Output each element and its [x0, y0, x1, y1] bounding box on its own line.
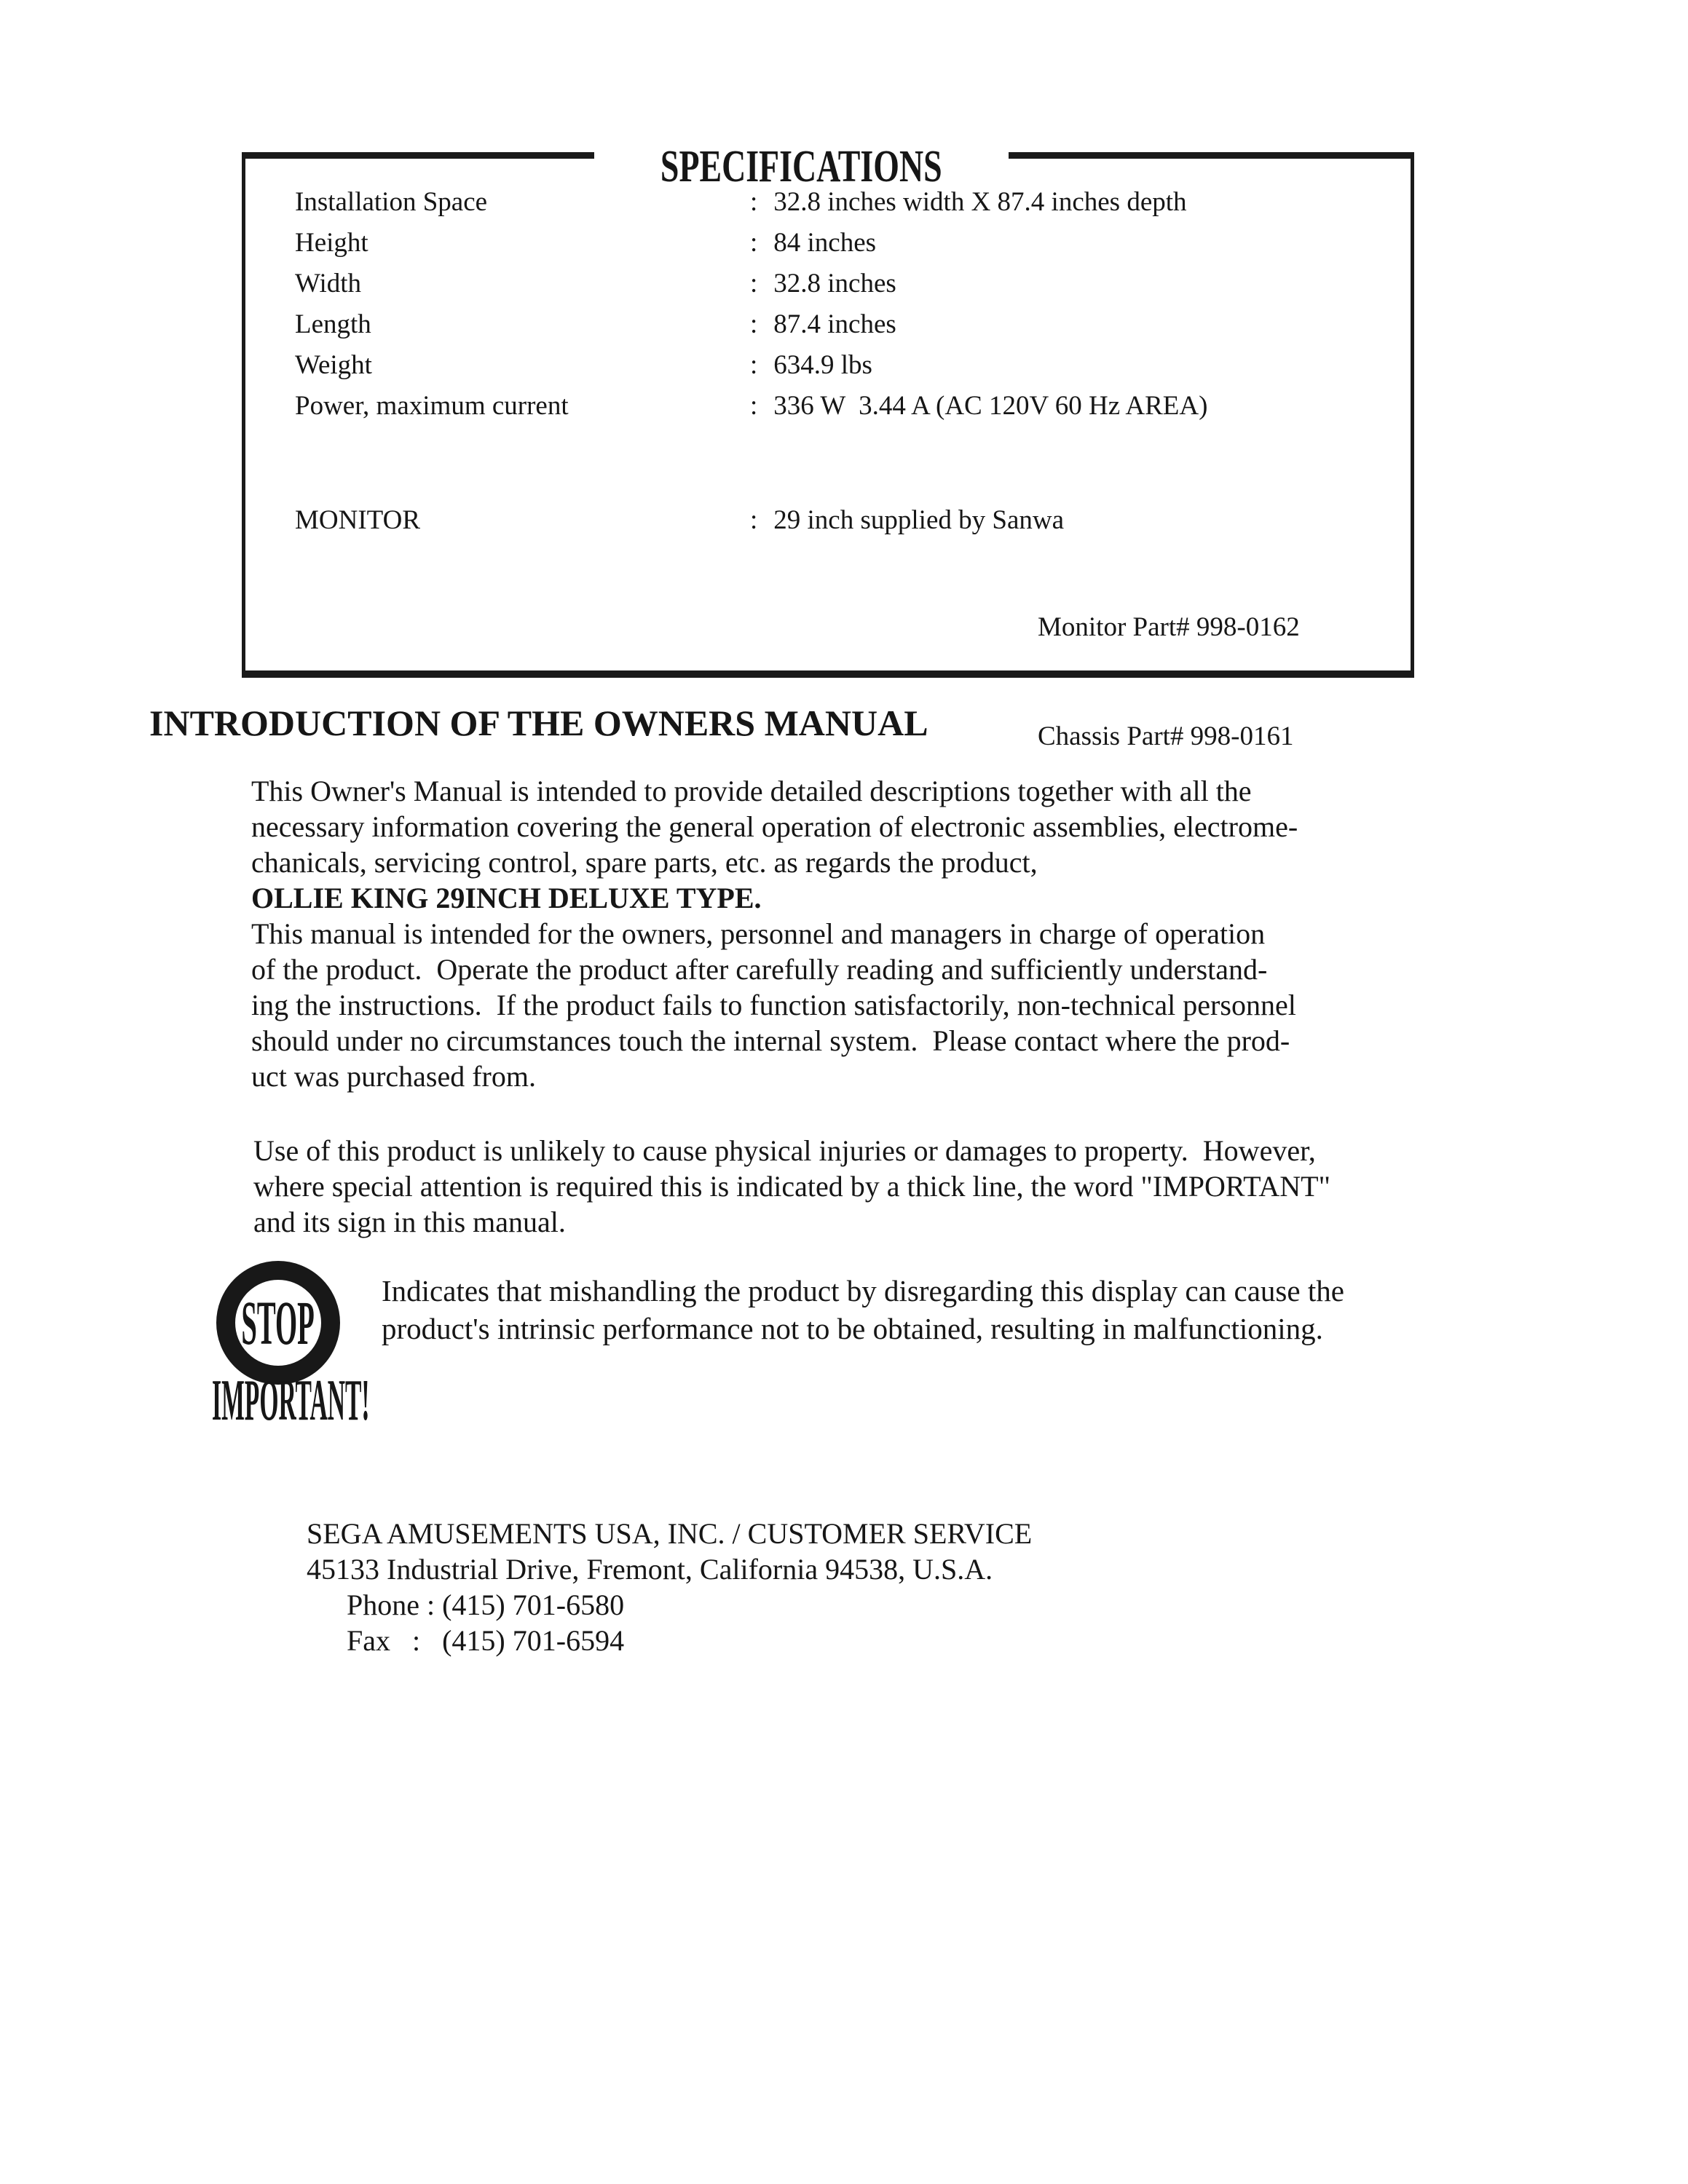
stop-icon-text: STOP [241, 1288, 315, 1358]
chassis-part-number: Chassis Part# 998-0161 [1038, 721, 1294, 751]
spec-value: 336 W 3.44 A (AC 120V 60 Hz AREA) [773, 391, 1208, 421]
spec-row-installation-space [295, 182, 1207, 223]
spec-label: Width [295, 269, 362, 298]
note-line: product's intrinsic performance not to be obtained, resulting in malfunctioning. [382, 1312, 1323, 1345]
address-line: 45133 Industrial Drive, Fremont, California 94538, U.S.A. [307, 1553, 993, 1586]
spec-colon: : [750, 350, 758, 380]
spec-colon: : [750, 505, 758, 535]
caution-paragraph [253, 1133, 1448, 1240]
spec-value: 32.8 inches width X 87.4 inches depth [773, 187, 1187, 217]
spec-colon: : [750, 187, 758, 217]
spec-label: Height [295, 228, 368, 258]
spec-table [295, 182, 1207, 427]
fax-line: Fax : (415) 701-6594 [347, 1624, 625, 1657]
monitor-part-number: Monitor Part# 998-0162 [1038, 612, 1300, 642]
spec-row-weight [295, 345, 1207, 386]
paragraph-line: should under no circumstances touch the internal system. Please contact where the prod- [251, 1024, 1290, 1057]
paragraph-line: This Owner's Manual is intended to provide detailed descriptions together with all the [251, 775, 1252, 807]
spec-colon: : [750, 309, 758, 339]
spec-row-power [295, 386, 1207, 427]
paragraph-line: This manual is intended for the owners, personnel and managers in charge of operation [251, 917, 1266, 950]
paragraph-line: ing the instructions. If the product fails to function satisfactorily, non-technical personnel [251, 989, 1296, 1021]
spec-value: 87.4 inches [773, 309, 896, 339]
section-heading: INTRODUCTION OF THE OWNERS MANUAL [149, 703, 928, 743]
spec-box-top-rule-left [242, 152, 594, 159]
phone-line: Phone : (415) 701-6580 [347, 1588, 625, 1621]
spec-value: 634.9 lbs [773, 350, 872, 380]
paragraph-line: Use of this product is unlikely to cause physical injuries or damages to property. However, [253, 1134, 1316, 1167]
spec-label: Weight [295, 350, 372, 380]
paragraph-line: and its sign in this manual. [253, 1206, 566, 1238]
important-note-text [382, 1272, 1344, 1348]
spec-colon: : [750, 269, 758, 298]
spec-box-top-rule-right [1009, 152, 1414, 159]
spec-box-border-left [242, 152, 245, 677]
company-name-line: SEGA AMUSEMENTS USA, INC. / CUSTOMER SERVICE [307, 1517, 1033, 1550]
paragraph-line: chanicals, servicing control, spare parts, etc. as regards the product, [251, 846, 1038, 879]
intro-paragraphs [251, 773, 1446, 1094]
spec-label: MONITOR [295, 505, 420, 535]
spec-row-monitor [295, 500, 1064, 541]
spec-label: Power, maximum current [295, 391, 569, 421]
spec-colon: : [750, 228, 758, 258]
important-caption: IMPORTANT! [212, 1369, 370, 1433]
spec-label: Length [295, 309, 371, 339]
spec-value: 84 inches [773, 228, 877, 258]
note-line: Indicates that mishandling the product by disregarding this display can cause the [382, 1274, 1344, 1307]
spec-value: 32.8 inches [773, 269, 896, 298]
spec-label: Installation Space [295, 187, 488, 217]
product-name-line: OLLIE KING 29INCH DELUXE TYPE. [251, 882, 762, 914]
paragraph-line: where special attention is required this is indicated by a thick line, the word "IMPORTANT" [253, 1170, 1330, 1203]
paragraph-line: of the product. Operate the product after carefully reading and sufficiently understand- [251, 953, 1268, 986]
spec-row-height [295, 223, 1207, 264]
paragraph-line: necessary information covering the general operation of electronic assemblies, electrome- [251, 810, 1298, 843]
paragraph-line: uct was purchased from. [251, 1060, 536, 1093]
spec-box-border-right [1411, 152, 1414, 677]
spec-value: 29 inch supplied by Sanwa [773, 505, 1065, 535]
spec-colon: : [750, 391, 758, 421]
customer-service-contact [307, 1516, 1032, 1658]
spec-row-width [295, 264, 1207, 304]
stop-important-icon [216, 1261, 340, 1385]
spec-box-title: SPECIFICATIONS [660, 142, 942, 191]
spec-row-length [295, 304, 1207, 345]
